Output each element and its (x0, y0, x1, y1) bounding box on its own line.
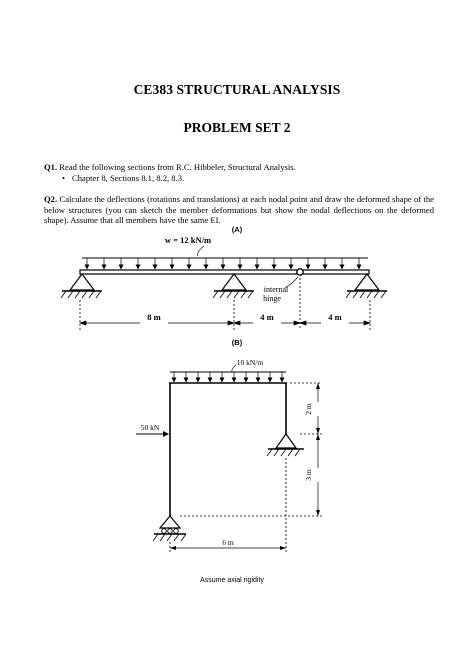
figure-b-dim-width: 6 m (222, 538, 234, 547)
figure-b (136, 338, 325, 584)
figure-a-load-leader (198, 246, 204, 256)
figure-b-load-arrows (174, 372, 282, 382)
question-2-number: Q2. (44, 194, 58, 204)
figure-a-hinge-label-2: hinge (263, 294, 281, 303)
figure-a-hinge-label-1: internal (263, 285, 289, 294)
figure-a-support-3 (346, 274, 387, 298)
figure-a-beam (80, 270, 369, 274)
figure-b-label: (B) (231, 338, 243, 347)
problem-set-title: PROBLEM SET 2 (183, 120, 291, 135)
question-1-text: Read the following sections from R.C. Hibbeler, Structural Analysis. (59, 162, 296, 172)
figure-b-load-label: 10 kN/m (236, 358, 264, 367)
figure-b-right-support (267, 434, 304, 456)
figure-a-support-1 (61, 274, 102, 298)
figure-b-point-load-label: 50 kN (140, 423, 160, 432)
figure-a-span-1: 8 m (147, 312, 161, 322)
figure-a-support-2 (213, 274, 254, 298)
bullet-icon: • (62, 173, 66, 183)
figure-b-load-leader (232, 365, 236, 372)
course-title: CE383 STRUCTURAL ANALYSIS (133, 82, 341, 97)
figure-b-note: Assume axial rigidity (200, 577, 264, 584)
figure-a-load-arrows (87, 258, 359, 269)
figure-a (61, 225, 387, 330)
figure-a-label: (A) (231, 225, 243, 234)
figure-a-span-2: 4 m (260, 312, 274, 322)
figure-a-load-label: w = 12 kN/m (164, 235, 212, 245)
figure-b-left-support (153, 516, 186, 541)
figure-a-span-3: 4 m (328, 312, 342, 322)
figure-b-dim-bottom: 3 m (304, 469, 313, 481)
question-1-bullet-text: Chapter 8, Sections 8.1, 8.2, 8.3. (72, 173, 185, 183)
figure-a-internal-hinge (297, 269, 303, 275)
figure-b-dim-top: 2 m (304, 403, 313, 415)
question-1-number: Q1. (44, 162, 58, 172)
question-2-text: Calculate the deflections (rotations and translations) at each nodal point and draw the deformed shape of the below structures (you can sketch the member deformations but show the nodal deflections on the deformed shape). Assume that all members have the same EI. (44, 194, 434, 226)
